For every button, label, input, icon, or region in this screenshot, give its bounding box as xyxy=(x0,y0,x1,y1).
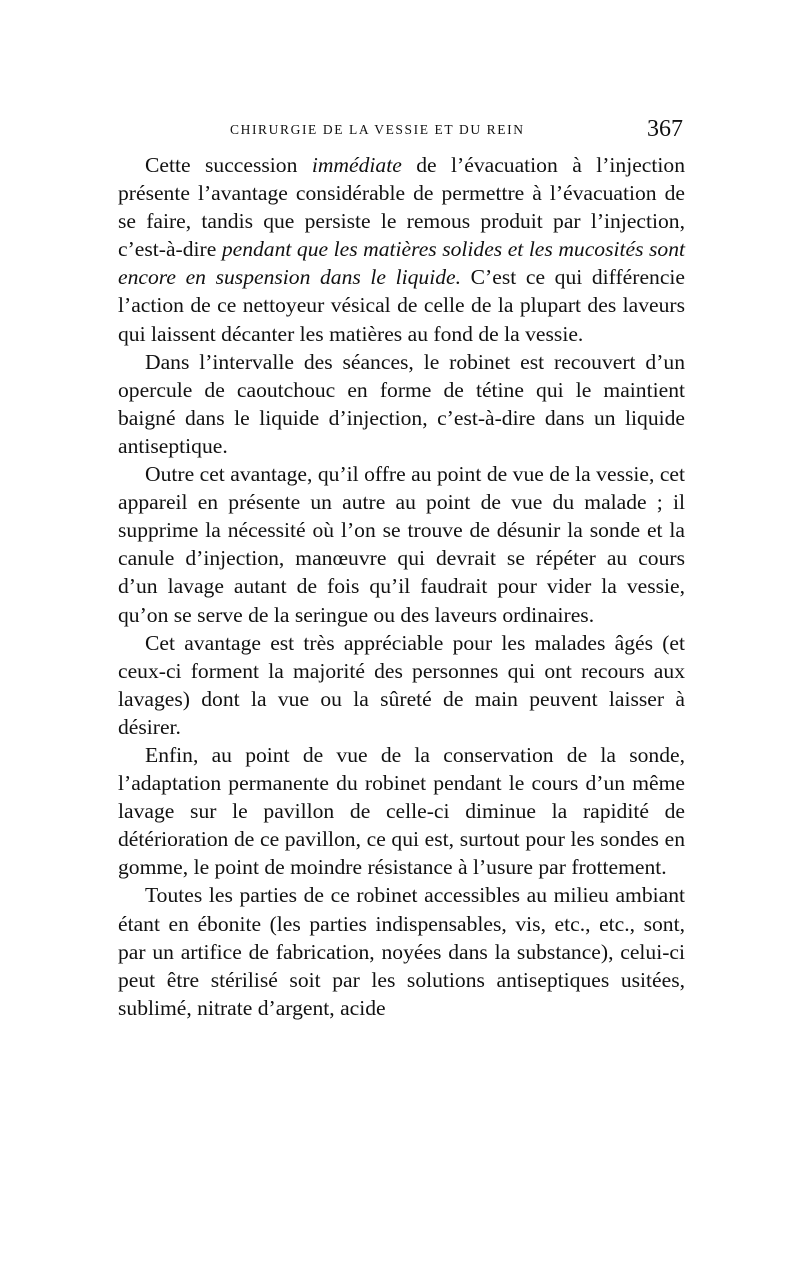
paragraph-1 xyxy=(118,151,685,348)
body-text xyxy=(118,151,685,1022)
paragraph-1-text-c: de l’évacuation à l’injection présente l’avantage considérable de permettre à l’évacuation de se faire, tandis que persiste le remous produit par l’injection, c’est-à-dire xyxy=(118,153,685,262)
paragraph-4: Cet avantage est très appréciable pour les malades âgés (et ceux-ci forment la majorité des personnes qui ont recours aux lavages) dont la vue ou la sûreté de main peuvent laisser à désirer. xyxy=(118,630,685,739)
paragraph-1-text-a: Cette succession xyxy=(145,153,312,177)
page-number: 367 xyxy=(647,116,683,142)
paragraph-6: Toutes les parties de ce robinet accessibles au milieu ambiant étant en ébonite (les parties indispensables, vis, etc., etc., sont, par un artifice de fabrication, noyées dans la substance), celui-ci peut être stérilisé soit par les solutions antiseptiques usitées, sublimé, nitrate d’argent, acide xyxy=(118,883,685,1020)
paragraph-1-text-e: C’est ce qui différencie l’action de ce nettoyeur vésical de celle de la plupart des laveurs qui laissent décanter les matières au fond de la vessie. xyxy=(118,265,685,346)
paragraph-5: Enfin, au point de vue de la conservation de la sonde, l’adaptation permanente du robinet pendant le cours d’un même lavage sur le pavillon de celle-ci diminue la rapidité de détérioration de ce pavillon, ce qui est, surtout pour les sondes en gomme, le point de moindre résistance à l’usure par frottement. xyxy=(118,742,685,880)
running-head: CHIRURGIE DE LA VESSIE ET DU REIN xyxy=(230,122,525,137)
paragraph-3: Outre cet avantage, qu’il offre au point de vue de la vessie, cet appareil en présente un autre au point de vue du malade ; il supprime la nécessité où l’on se trouve de désunir la sonde et la canule d’injection, manœuvre qui devrait se répéter au cours d’un lavage autant de fois qu’il faudrait pour vider la vessie, qu’on se serve de la seringue ou des laveurs ordinaires. xyxy=(118,462,685,627)
paragraph-2: Dans l’intervalle des séances, le robinet est recouvert d’un opercule de caoutchouc en forme de tétine qui le maintient baigné dans le liquide d’injection, c’est-à-dire dans un liquide antiseptique. xyxy=(118,349,685,458)
paragraph-1-italic-immediate: immédiate xyxy=(311,153,402,177)
page-header xyxy=(120,118,685,146)
paragraph-1-italic-phrase: pendant que les matières solides et les mucosités sont encore en suspension dans le liquide. xyxy=(118,237,685,290)
